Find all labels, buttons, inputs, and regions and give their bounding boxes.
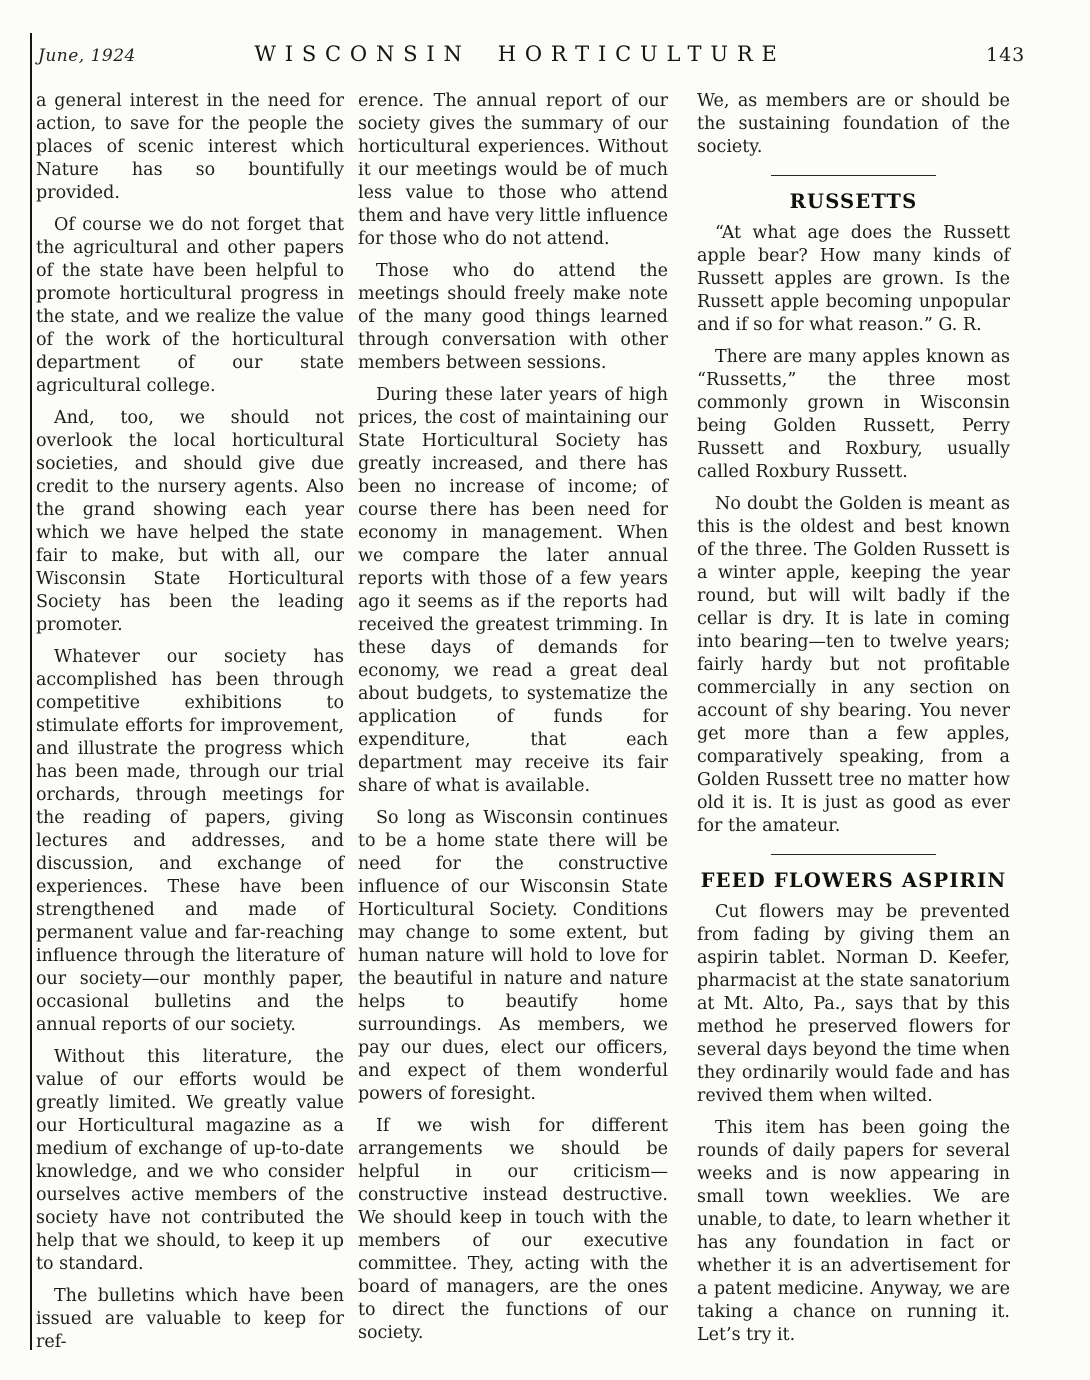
section-divider [771, 854, 936, 855]
paragraph: a general interest in the need for action, to save for the people the places of scenic interest which Nature has so bountifully provided. [36, 91, 344, 203]
paragraph: During these later years of high prices, the cost of maintaining our State Horticultural Society has greatly increased, and there has been no increase of income; of course there has been need for economy in management. When we compare the later annual reports with those of a few years ago it seems as if the reports had received the greatest trimming. In these days of demands for economy, we read a great deal about budgets, to systematize the application of funds for expenditure, that each department may receive its fair share of what is available. [358, 385, 668, 796]
paragraph: erence. The annual report of our society gives the summary of our horticultural experiences. Without it our meetings would be of much less value to those who attend them and have very little influence for those who do not attend. [358, 91, 668, 249]
paragraph: If we wish for different arrangements we should be helpful in our criticism—constructive instead destructive. We should keep in touch with the members of our executive committee. They, acting with the board of managers, are the ones to direct the functions of our society. [358, 1116, 668, 1343]
paragraph: There are many apples known as “Russetts,” the three most commonly grown in Wisconsin being Golden Russett, Perry Russett and Roxbury, usually called Roxbury Russett. [697, 347, 1010, 482]
column-3 [697, 90, 1010, 1356]
paragraph: And, too, we should not overlook the local horticultural societies, and should give due credit to the nursery agents. Also the grand showing each year which we have helped the state fair to make, but with all, our Wisconsin State Horticultural Society has been the leading promoter. [36, 408, 344, 635]
section-heading-russetts: RUSSETTS [789, 190, 918, 213]
column-2 [358, 90, 668, 1354]
issue-date: June, 1924 [38, 46, 136, 66]
paragraph: The bulletins which have been issued are valuable to keep for ref- [36, 1286, 344, 1352]
paragraph: Whatever our society has accomplished has been through competitive exhibitions to stimulate efforts for improvement, and illustrate the progress which has been made, through our trial orchards, through meetings for the reading of papers, giving lectures and addresses, and discussion, and exchange of experiences. These have been strengthened and made of permanent value and far-reaching influence through the literature of our society—our monthly paper, occasional bulletins and the annual reports of our society. [36, 647, 344, 1035]
page-number: 143 [986, 44, 1026, 66]
section-russetts [697, 190, 1010, 838]
section-feed-flowers-aspirin [697, 869, 1010, 1347]
paragraph: This item has been going the rounds of daily papers for several weeks and is now appearing in small town weeklies. We are unable, to date, to learn whether it has any foundation in fact or whether it is an advertisement for a patent medicine. Anyway, we are taking a chance on running it. Let’s try it. [697, 1118, 1010, 1345]
paragraph: Cut flowers may be prevented from fading by giving them an aspirin tablet. Norman D. Keefer, pharmacist at the state sanatorium at Mt. Alto, Pa., says that by this method he preserved flowers for several days beyond the time when they ordinarily would fade and has revived them when wilted. [697, 902, 1010, 1106]
paragraph: We, as members are or should be the sustaining foundation of the society. [697, 91, 1010, 157]
paragraph: “At what age does the Russett apple bear? How many kinds of Russett apples are grown. Is the Russett apple becoming unpopular and if so for what reason.” G. R. [697, 223, 1010, 335]
column-1 [36, 90, 344, 1363]
paragraph: No doubt the Golden is meant as this is the oldest and best known of the three. The Golden Russett is a winter apple, keeping the year round, but will wilt badly if the cellar is dry. It is late in coming into bearing—ten to twelve years; fairly hardy but not profitable commercially in any section on account of shy bearing. You never get more than a few apples, comparatively speaking, from a Golden Russett tree no matter how old it is. It is just as good as ever for the amateur. [697, 494, 1010, 836]
section-divider [771, 175, 936, 176]
paragraph: Those who do attend the meetings should freely make note of the many good things learned through conversation with other members between sessions. [358, 261, 668, 373]
section-heading-feed-flowers-aspirin: FEED FLOWERS ASPIRIN [700, 869, 1007, 892]
paragraph: Without this literature, the value of our efforts would be greatly limited. We greatly value our Horticultural magazine as a medium of exchange of up-to-date knowledge, and we who consider ourselves active members of the society have not contributed the help that we should, to keep it up to standard. [36, 1047, 344, 1274]
paragraph: So long as Wisconsin continues to be a home state there will be need for the constructive influence of our Wisconsin State Horticultural Society. Conditions may change to some extent, but human nature will hold to love for the beautiful in nature and nature helps to beautify home surroundings. As members, we pay our dues, elect our officers, and expect of them wonderful powers of foresight. [358, 808, 668, 1104]
paragraph: Of course we do not forget that the agricultural and other papers of the state have been helpful to promote horticultural progress in the state, and we realize the value of the work of the horticultural department of our state agricultural college. [36, 215, 344, 396]
page-edge-rule [30, 33, 32, 1350]
magazine-title: WISCONSIN HORTICULTURE [254, 42, 786, 66]
